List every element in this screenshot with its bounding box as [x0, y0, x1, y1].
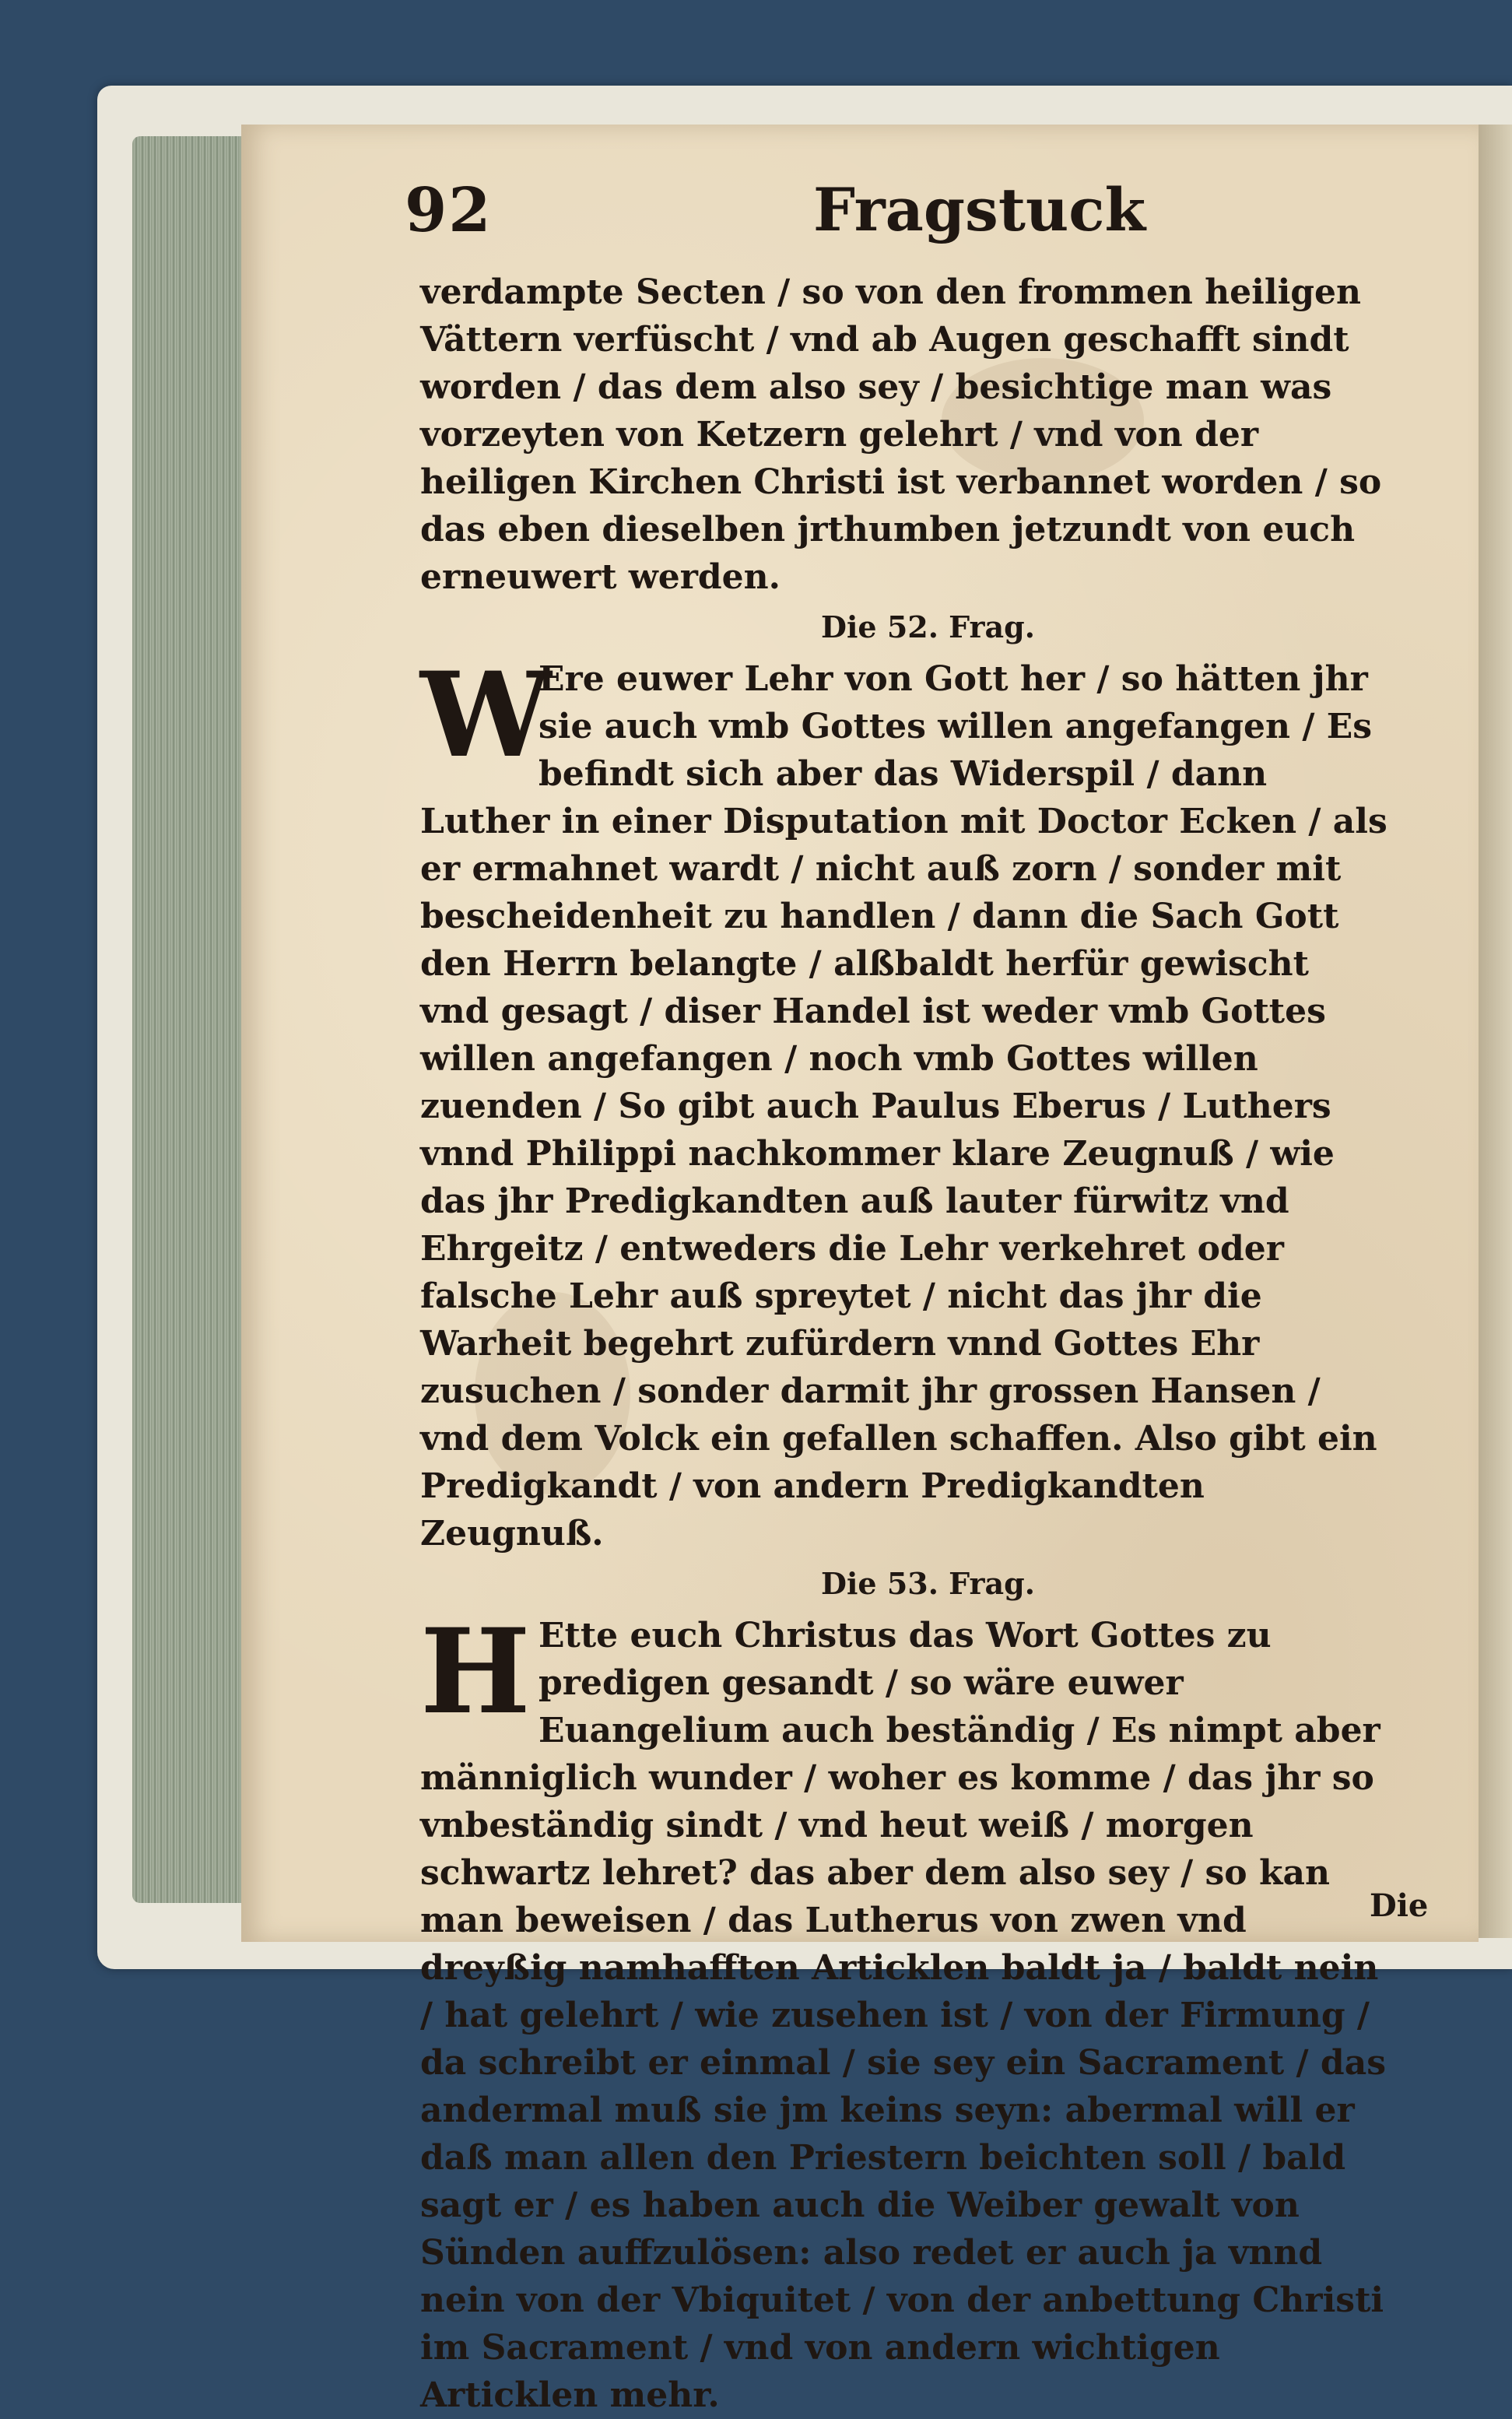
question-53-text: Ette euch Christus das Wort Gottes zu predigen gesandt / so wäre euwer Euangelium auch beständig / Es nimpt aber männiglich wunder / woher es komme / das jhr so vnbeständig sindt / vnd heut weiß / morgen schwartz lehret? das aber dem also sey / so kan man beweisen / das Lutherus von zwen vnd dreyßig namhafften Articklen baldt ja / baldt nein / hat gelehrt / wie zusehen ist / von der Firmung / da schreibt er einmal / sie sey ein Sacrament / das andermal muß sie jm keins seyn: abermal will er daß man allen den Priestern beichten soll / bald sagt er / es haben auch die Weiber gewalt von Sünden auffzulösen: also redet er auch ja vnnd nein von der Vbiquitet / von der anbettung Christi im Sacrament / vnd von andern wichtigen Articklen mehr. [420, 1616, 1386, 2415]
opening-paragraph: verdampte Secten / so von den frommen heiligen Vättern verfüscht / vnd ab Augen geschafft sindt worden / das dem also sey / besichtige man was vorzeyten von Ketzern gelehrt / vnd von der heiligen Kirchen Christi ist verbannet worden / so das eben dieselben jrthumben jetzundt von euch erneuwert werden. [420, 272, 1382, 597]
decorated-initial-h: H [420, 1603, 531, 1740]
question-53-title: Die 53. Frag. [821, 1566, 1035, 1601]
page-header [405, 175, 1338, 261]
question-52-text: Ere euwer Lehr von Gott her / so hätten jhr sie auch vmb Gottes willen angefangen / Es befindt sich aber das Widerspil / dann Luther in einer Disputation mit Doctor Ecken / als er ermahnet wardt / nicht auß zorn / sonder mit bescheidenheit zu handlen / dann die Sach Gott den Herrn belangte / alßbaldt herfür gewischt vnd gesagt / diser Handel ist weder vmb Gottes willen angefangen / noch vmb Gottes willen zuenden / So gibt auch Paulus Eberus / Luthers vnnd Philippi nachkommer klare Zeugnuß / wie das jhr Predigkandten auß lauter fürwitz vnd Ehrgeitz / entweders die Lehr verkehret oder falsche Lehr auß spreytet / nicht das jhr die Warheit begehrt zufürdern vnnd Gottes Ehr zusuchen / sonder darmit jhr grossen Hansen / vnd dem Volck ein gefallen schaffen. Also gibt ein Predigkandt / von andern Predigkandten Zeugnuß. [420, 659, 1387, 1554]
catchword: Die [1370, 1887, 1429, 1924]
decorated-initial-w: W [420, 647, 552, 784]
binding-spine [1477, 125, 1512, 1938]
question-52-paragraph [420, 647, 1389, 1557]
text-block [420, 269, 1389, 2419]
question-52-title: Die 52. Frag. [821, 609, 1035, 644]
question-53-paragraph [420, 1603, 1389, 2419]
running-head: Fragstuck [813, 175, 1146, 244]
book-page [241, 125, 1479, 2415]
page-number: 92 [405, 175, 493, 246]
